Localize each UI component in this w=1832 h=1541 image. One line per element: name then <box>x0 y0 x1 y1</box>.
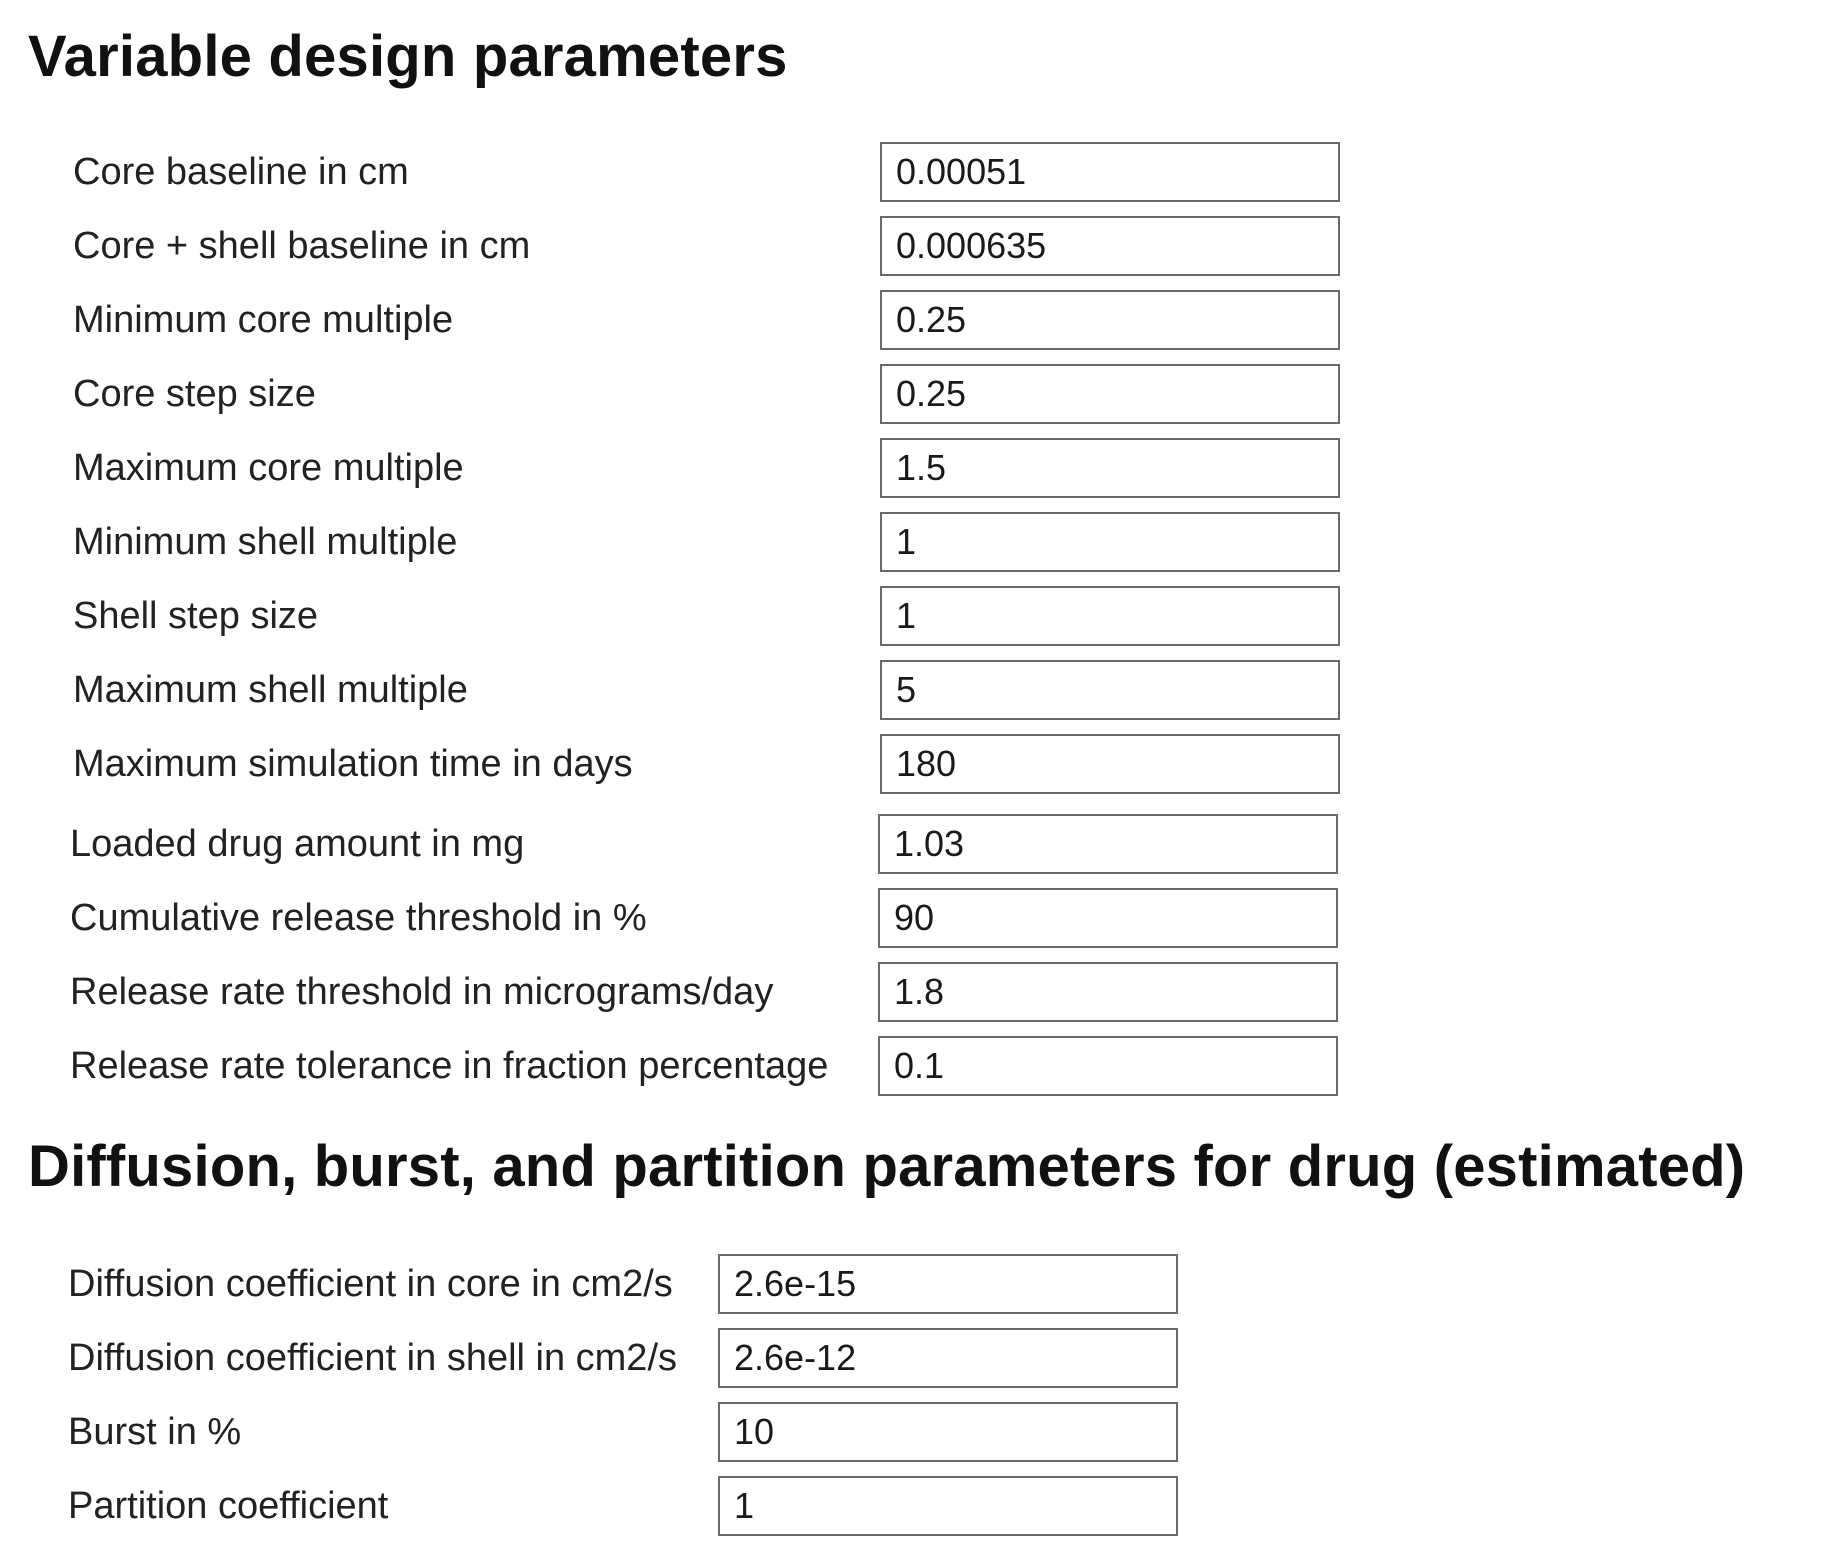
input-diffusion-shell[interactable] <box>718 1328 1178 1388</box>
label-shell-step-size: Shell step size <box>73 595 319 637</box>
section-title-diffusion: Diffusion, burst, and partition parameters for drug (estimated) <box>28 1134 1746 1199</box>
input-max-simulation-time[interactable] <box>880 734 1340 794</box>
row-release-rate-threshold <box>70 962 1410 1022</box>
section-title-design: Variable design parameters <box>28 24 788 89</box>
row-max-shell-multiple <box>70 660 1410 720</box>
label-release-rate-threshold: Release rate threshold in micrograms/day <box>70 971 774 1013</box>
label-core-baseline: Core baseline in cm <box>73 151 409 193</box>
input-diffusion-core[interactable] <box>718 1254 1178 1314</box>
label-burst: Burst in % <box>68 1411 242 1453</box>
row-release-rate-tolerance <box>70 1036 1410 1096</box>
row-diffusion-core <box>68 1254 1248 1314</box>
row-loaded-drug-amount <box>70 814 1410 874</box>
label-min-core-multiple: Minimum core multiple <box>73 299 454 341</box>
label-max-simulation-time: Maximum simulation time in days <box>73 743 633 785</box>
input-partition-coefficient[interactable] <box>718 1476 1178 1536</box>
row-min-core-multiple <box>70 290 1410 350</box>
input-max-shell-multiple[interactable] <box>880 660 1340 720</box>
input-core-shell-baseline[interactable] <box>880 216 1340 276</box>
label-max-core-multiple: Maximum core multiple <box>73 447 464 489</box>
input-release-rate-threshold[interactable] <box>878 962 1338 1022</box>
input-min-shell-multiple[interactable] <box>880 512 1340 572</box>
input-loaded-drug-amount[interactable] <box>878 814 1338 874</box>
row-core-shell-baseline <box>70 216 1410 276</box>
row-max-core-multiple <box>70 438 1410 498</box>
row-partition-coefficient <box>68 1476 1248 1536</box>
row-core-baseline <box>70 142 1410 202</box>
input-cumulative-release-threshold[interactable] <box>878 888 1338 948</box>
input-release-rate-tolerance[interactable] <box>878 1036 1338 1096</box>
label-partition-coefficient: Partition coefficient <box>68 1485 389 1527</box>
label-max-shell-multiple: Maximum shell multiple <box>73 669 468 711</box>
row-core-step-size <box>70 364 1410 424</box>
label-min-shell-multiple: Minimum shell multiple <box>73 521 458 563</box>
row-shell-step-size <box>70 586 1410 646</box>
input-min-core-multiple[interactable] <box>880 290 1340 350</box>
label-core-shell-baseline: Core + shell baseline in cm <box>73 225 531 267</box>
row-diffusion-shell <box>68 1328 1248 1388</box>
label-loaded-drug-amount: Loaded drug amount in mg <box>70 823 525 865</box>
row-min-shell-multiple <box>70 512 1410 572</box>
label-cumulative-release-threshold: Cumulative release threshold in % <box>70 897 647 939</box>
input-shell-step-size[interactable] <box>880 586 1340 646</box>
row-max-simulation-time <box>70 734 1410 794</box>
label-release-rate-tolerance: Release rate tolerance in fraction percentage <box>70 1045 829 1087</box>
input-core-baseline[interactable] <box>880 142 1340 202</box>
input-core-step-size[interactable] <box>880 364 1340 424</box>
input-max-core-multiple[interactable] <box>880 438 1340 498</box>
label-diffusion-core: Diffusion coefficient in core in cm2/s <box>68 1263 673 1305</box>
label-diffusion-shell: Diffusion coefficient in shell in cm2/s <box>68 1337 678 1379</box>
row-cumulative-release-threshold <box>70 888 1410 948</box>
row-burst <box>68 1402 1248 1462</box>
input-burst[interactable] <box>718 1402 1178 1462</box>
label-core-step-size: Core step size <box>73 373 316 415</box>
